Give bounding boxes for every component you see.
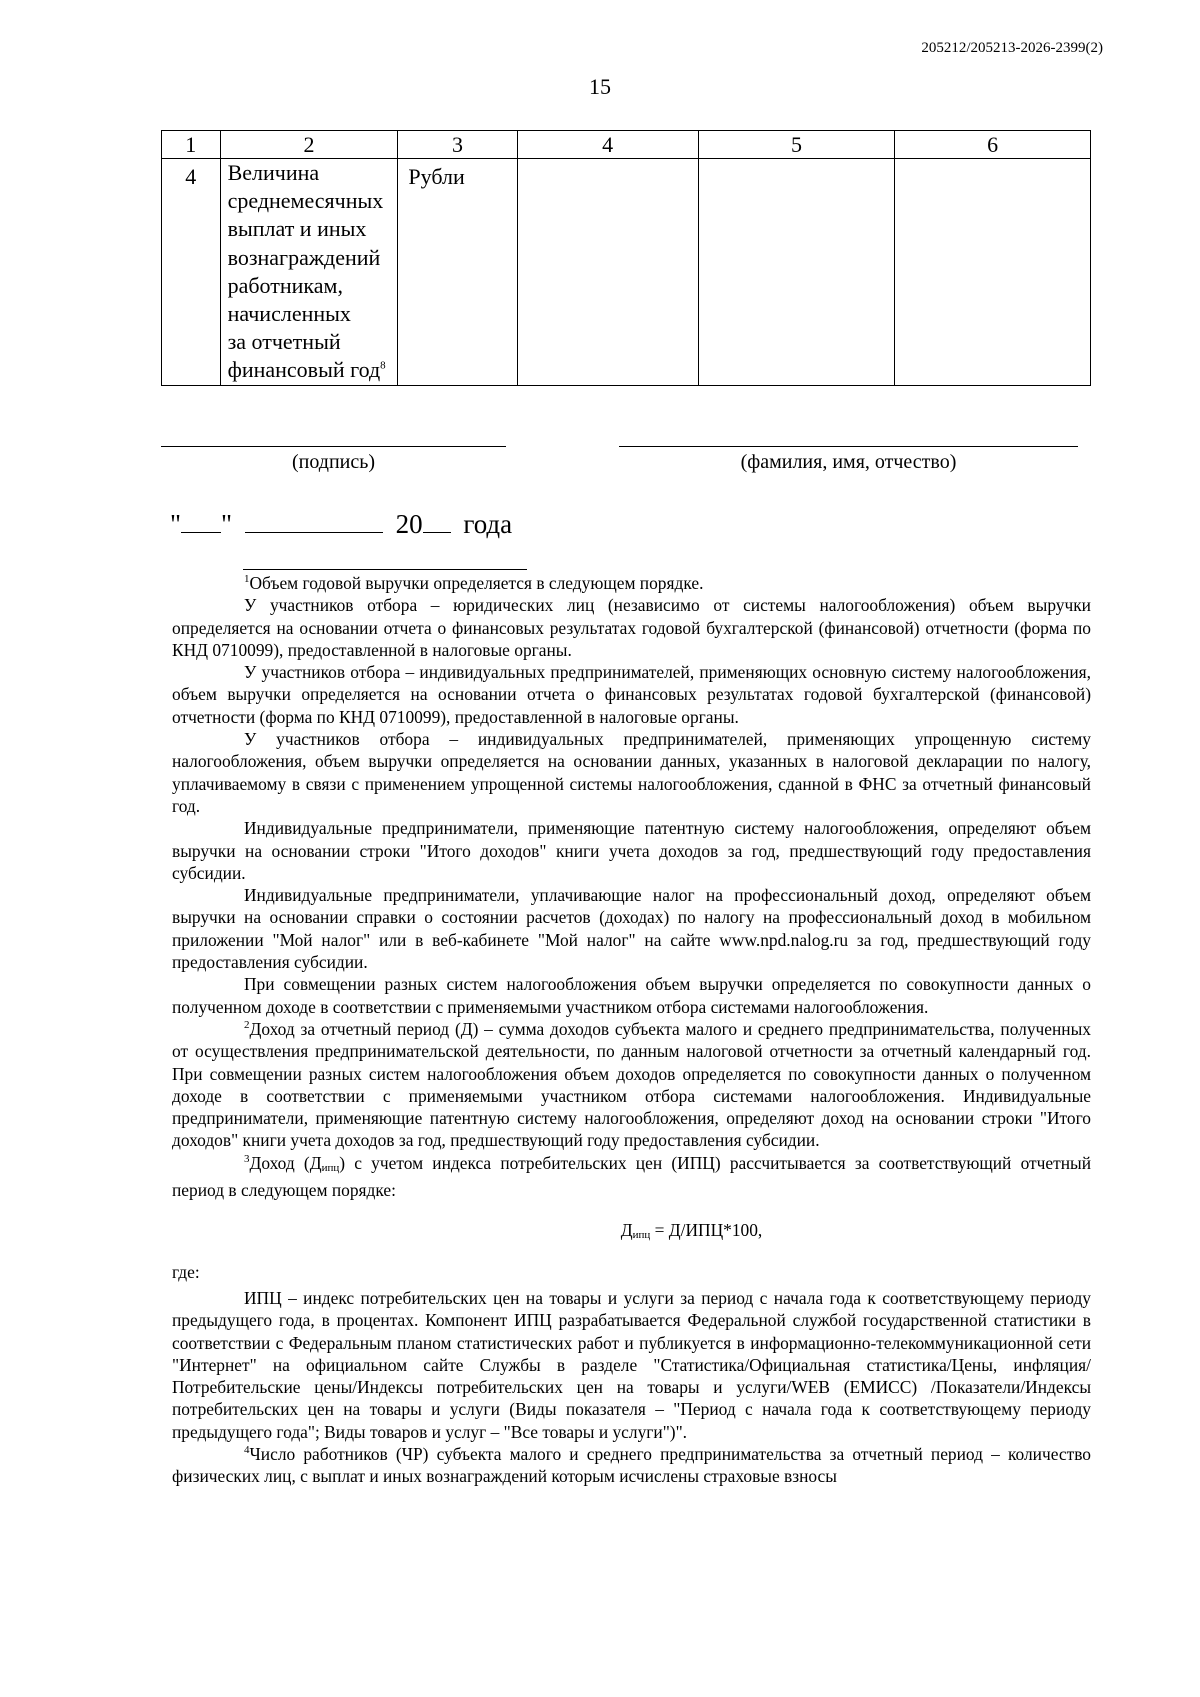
subscript: ипц bbox=[321, 1161, 340, 1174]
indicator-name-line: выплат и иных bbox=[227, 216, 367, 242]
column-number: 6 bbox=[895, 131, 1091, 159]
indicator-table bbox=[161, 130, 1091, 386]
year-prefix: 20 bbox=[395, 509, 423, 539]
footnote-number: 4 bbox=[244, 1444, 250, 1457]
row-number: 4 bbox=[162, 159, 221, 386]
document-number: 205212/205213-2026-2399(2) bbox=[921, 40, 1103, 56]
where-label: где: bbox=[172, 1261, 200, 1282]
indicator-name-line: среднемесячных bbox=[227, 188, 384, 214]
fio-line bbox=[619, 446, 1078, 447]
formula-right: = Д/ИПЦ*100, bbox=[650, 1220, 763, 1241]
column-number: 4 bbox=[517, 131, 698, 159]
formula-left: Д bbox=[620, 1220, 633, 1241]
footnote-text: Доход за отчетный период (Д) – сумма доходов субъекта малого и среднего предпринимательства, полученных от осуществления предпринимательской деятельности, по данным налоговой отчетности за отчетный календарный год. При совмещении разных систем налогообложения объем доходов определяется по совокупности данных о полученном доходе в соответствии с применяемыми участником отбора системами налогообложения. Индивидуальные предприниматели, применяющие патентную систему налогообложения, определяют доход на основании строки "Итого доходов" книги учета доходов за год, предшествующий году предоставления субсидии. bbox=[172, 1018, 1091, 1151]
indicator-name bbox=[220, 159, 398, 386]
column-number: 3 bbox=[398, 131, 517, 159]
footnote-text: Доход (Д bbox=[249, 1152, 322, 1173]
footnote-ref: 8 bbox=[380, 360, 386, 373]
indicator-name-line: вознаграждений bbox=[227, 244, 381, 270]
month-blank bbox=[245, 508, 383, 533]
footnote-1-title bbox=[172, 572, 1091, 594]
value-cell-5 bbox=[698, 159, 895, 386]
footnote-text: Объем годовой выручки определяется в следующем порядке. bbox=[249, 573, 704, 593]
table-header-row bbox=[162, 131, 1091, 159]
footnote-3 bbox=[172, 1152, 1091, 1202]
footnote-paragraph: При совмещении разных систем налогообложения объем выручки определяется по совокупности данных о полученном доходе в соответствии с применяемыми участником отбора системами налогообложения. bbox=[172, 974, 1091, 1017]
indicator-name-line: за отчетный bbox=[227, 329, 341, 355]
footnote-number: 1 bbox=[244, 573, 250, 586]
value-cell-6 bbox=[895, 159, 1091, 386]
column-number: 5 bbox=[698, 131, 895, 159]
ipc-definition: ИПЦ – индекс потребительских цен на товары и услуги за период с начала года к соответствующему периоду предыдущего года, в процентах. Компонент ИПЦ разрабатывается Федеральной службой государственной статистики в соответствии с Федеральным планом статистических работ и публикуется в информационно-телекоммуникационной сети "Интернет" на официальном сайте Службы в разделе "Статистика/Официальная статистика/Цены, инфляция/Потребительские цены/Индексы потребительских цен на товары и услуги/WEB (ЕМИСС) /Показатели/Индексы потребительских цен на товары и услуги (Виды показателя – "Период с начала года к соответствующему периоду предыдущего года"; Виды товаров и услуг – "Все товары и услуги")". bbox=[172, 1287, 1091, 1442]
footnote-number: 2 bbox=[244, 1019, 250, 1032]
quote-open: " bbox=[170, 509, 182, 539]
indicator-name-line: начисленных bbox=[227, 301, 351, 327]
indicator-name-line: работникам, bbox=[227, 272, 343, 298]
unit-cell: Рубли bbox=[398, 159, 517, 386]
indicator-name-line: финансовый год bbox=[227, 357, 381, 383]
fio-label: (фамилия, имя, отчество) bbox=[740, 451, 957, 473]
signature-line bbox=[161, 446, 506, 447]
footnote-paragraph: У участников отбора – индивидуальных предпринимателей, применяющих основную систему налогообложения, объем выручки определяется на основании отчета о финансовых результатах годовой бухгалтерской (финансовой) отчетности (форма по КНД 0710099), предоставленной в налоговые органы. bbox=[172, 662, 1091, 727]
footnote-2 bbox=[172, 1018, 1091, 1152]
table-row bbox=[162, 159, 1091, 386]
footnote-4 bbox=[172, 1443, 1091, 1488]
page-number: 15 bbox=[589, 74, 611, 99]
date-line bbox=[170, 508, 512, 539]
footnote-paragraph: У участников отбора – индивидуальных предпринимателей, применяющих упрощенную систему налогообложения, объем выручки определяется на основании данных, указанных в налоговой декларации по налогу, уплачиваемому в связи с применением упрощенной системы налогообложения, сданной в ФНС за отчетный финансовый год. bbox=[172, 729, 1091, 816]
column-number: 2 bbox=[220, 131, 398, 159]
formula bbox=[172, 1219, 1091, 1246]
quote-close: " bbox=[221, 509, 233, 539]
year-word: года bbox=[463, 509, 513, 539]
signature-label: (подпись) bbox=[291, 451, 376, 473]
footnote-paragraph: Индивидуальные предприниматели, уплачивающие налог на профессиональный доход, определяют объем выручки на основании справки о состоянии расчетов (доходах) по налогу на профессиональный доход в мобильном приложении "Мой налог" или в веб-кабинете "Мой налог" на сайте www.npd.nalog.ru за год, предшествующий году предоставления субсидии. bbox=[172, 885, 1091, 973]
footnote-text: Число работников (ЧР) субъекта малого и среднего предпринимательства за отчетный период – количество физических лиц, с выплат и иных вознаграждений которым исчислены страховые взносы bbox=[172, 1443, 1091, 1487]
subscript: ипц bbox=[632, 1229, 651, 1242]
indicator-name-line: Величина bbox=[227, 160, 320, 185]
footnote-paragraph: Индивидуальные предприниматели, применяющие патентную систему налогообложения, определяют объем выручки на основании строки "Итого доходов" книги учета доходов за год, предшествующий году предоставления субсидии. bbox=[172, 818, 1091, 883]
day-blank bbox=[181, 508, 221, 533]
indicator-name-line-last bbox=[228, 356, 398, 384]
column-number: 1 bbox=[162, 131, 221, 159]
year-blank bbox=[423, 508, 451, 533]
footnote-number: 3 bbox=[244, 1152, 250, 1165]
footnote-separator bbox=[243, 569, 527, 570]
value-cell-4 bbox=[517, 159, 698, 386]
footnotes bbox=[172, 572, 1091, 1488]
footnote-paragraph: У участников отбора – юридических лиц (независимо от системы налогообложения) объем выручки определяется на основании отчета о финансовых результатах годовой бухгалтерской (финансовой) отчетности (форма по КНД 0710099), предоставленной в налоговые органы. bbox=[172, 595, 1091, 660]
footnote-text: ) с учетом индекса потребительских цен (ИПЦ) рассчитывается за соответствующий отчетный период в следующем порядке: bbox=[172, 1152, 1092, 1201]
